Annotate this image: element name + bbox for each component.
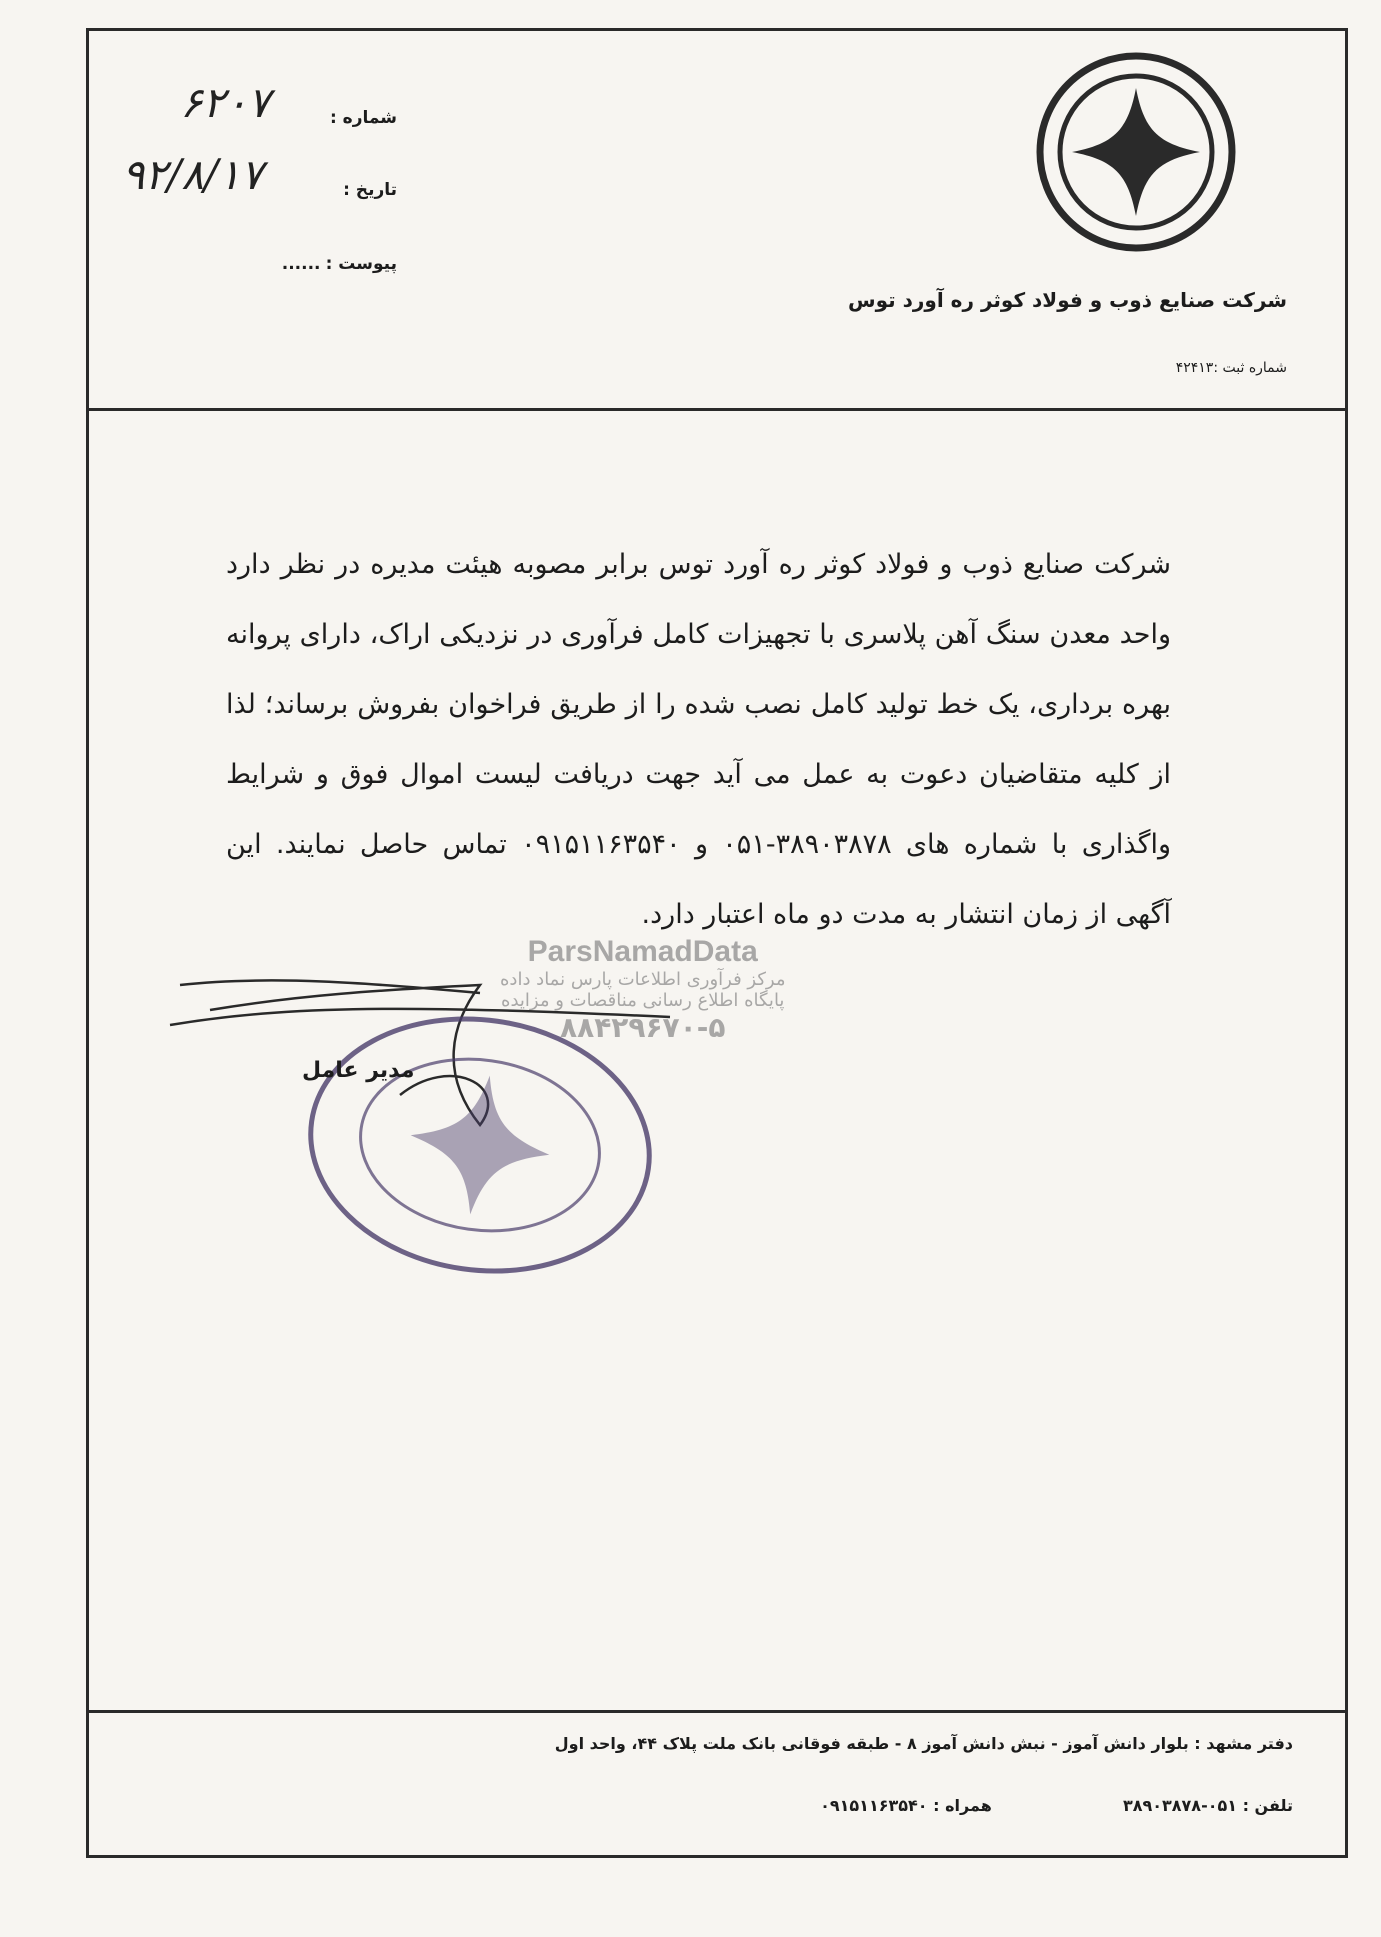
announcement-paragraph: شرکت صنایع ذوب و فولاد کوثر ره آورد توس برابر مصوبه هیئت مدیره در نظر دارد واحد معدن سنگ آهن پلاسری با تجهیزات کامل فرآوری در نزدیکی اراک، دارای پروانه بهره برداری، یک خط تولید کامل نصب شده را از طریق فراخوان بفروش برساند؛ لذا از کلیه متقاضیان دعوت به عمل می آید جهت دریافت لیست اموال فوق و شرایط واگذاری با شماره های ۳۸۹۰۳۸۷۸-۰۵۱ و ۰۹۱۵۱۱۶۳۵۴۰ تماس حاصل نمایند. این آگهی از زمان انتشار به مدت دو ماه اعتبار دارد. — [226, 549, 1171, 930]
registration-number: شماره ثبت :۴۲۴۱۳ — [1175, 360, 1287, 376]
number-label: شماره : — [329, 108, 397, 128]
watermark-line2: پایگاه اطلاع رسانی مناقصات و مزایده — [501, 990, 785, 1011]
company-logo-icon — [1036, 52, 1236, 252]
office-address: دفتر مشهد : بلوار دانش آموز - نبش دانش آموز ۸ - طبقه فوقانی بانک ملت پلاک ۴۴، واحد اول — [554, 1734, 1293, 1753]
footer-divider — [86, 1710, 1348, 1713]
watermark-brand: ParsNamadData — [527, 935, 758, 968]
watermark-line1: مرکز فرآوری اطلاعات پارس نماد داده — [500, 969, 786, 990]
attachment-value: ...... — [281, 254, 321, 274]
signatory-title: مدیر عامل — [302, 1058, 415, 1083]
mobile-label: همراه : — [933, 1796, 992, 1815]
signature-stamp-graphic — [150, 965, 710, 1295]
watermark-phone: ۸۸۴۲۹۶۷۰-۵ — [560, 1011, 726, 1044]
phone-label: تلفن : — [1242, 1796, 1293, 1815]
attachment-label: پیوست : — [325, 254, 397, 274]
phone-value: ۰۵۱-۳۸۹۰۳۸۷۸ — [1122, 1796, 1237, 1815]
mobile-value: ۰۹۱۵۱۱۶۳۵۴۰ — [820, 1796, 928, 1815]
date-field — [343, 180, 397, 200]
date-label: تاریخ : — [343, 180, 397, 200]
number-value: ۶۲۰۷ — [180, 78, 271, 127]
company-name: شرکت صنایع ذوب و فولاد کوثر ره آورد توس — [848, 288, 1287, 312]
attachment-field — [282, 254, 397, 274]
header-divider — [86, 408, 1348, 411]
footer-phones — [820, 1796, 1293, 1815]
number-field — [330, 108, 397, 128]
date-value: ۹۲/۸/۱۷ — [122, 150, 264, 199]
